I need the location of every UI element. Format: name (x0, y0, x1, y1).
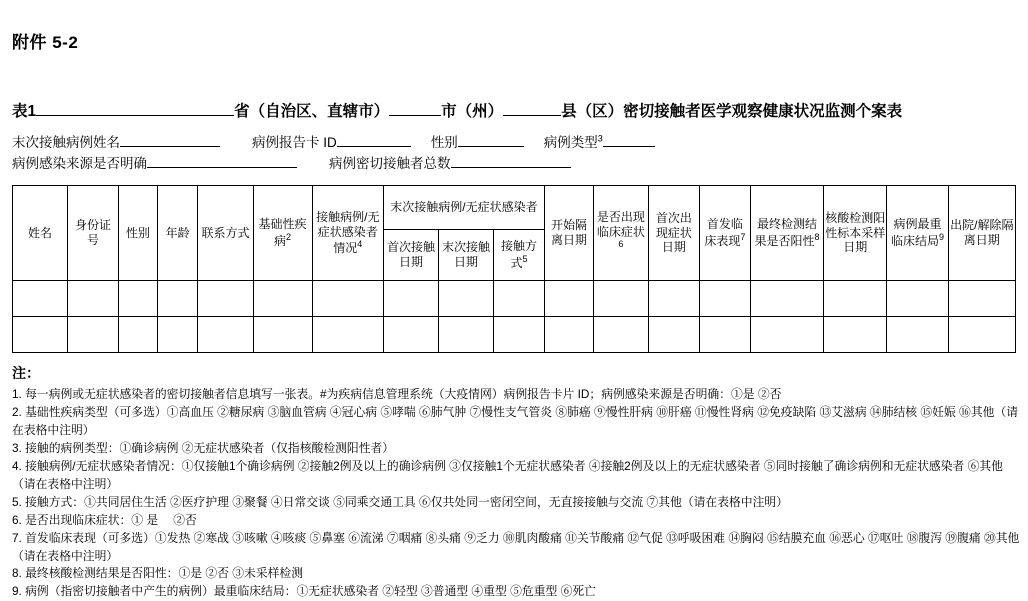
cell-contact-info[interactable] (198, 281, 253, 317)
note-item: 7. 首发临床表现（可多选）①发热 ②寒战 ③咳嗽 ④咳痰 ⑤鼻塞 ⑥流涕 ⑦咽痛 ⑧头痛 ⑨乏力 ⑩肌肉酸痛 ⑪关节酸痛 ⑫气促 ⑬呼吸困难 ⑭胸闷 ⑮结膜充血 ⑯恶心 ⑰呕吐 ⑱腹泻 ⑲腹痛 ⑳其他（请在表格中注明） (12, 530, 1020, 563)
cell-isolation-start-date[interactable] (544, 317, 593, 353)
table-header-row-1 (13, 186, 1016, 230)
input-case-type[interactable] (603, 146, 655, 147)
cell-contact-situation[interactable] (312, 317, 383, 353)
th-underlying-disease (253, 186, 312, 281)
cell-first-symptom-date[interactable] (648, 317, 699, 353)
th-contact-info-label: 联系方式 (201, 225, 250, 240)
input-close-contact-total[interactable] (451, 167, 571, 168)
cell-has-symptoms[interactable] (593, 317, 648, 353)
input-sex[interactable] (458, 146, 524, 147)
th-contact-method-sup: 5 (522, 254, 528, 264)
cell-underlying-disease[interactable] (253, 317, 312, 353)
th-contact-situation-sup: 4 (357, 239, 363, 250)
th-contact-method (494, 230, 545, 281)
th-discharge-date-label: 出院/解除隔离日期 (950, 218, 1014, 247)
th-sex (118, 186, 157, 281)
note-item: 3. 接触的病例类型：①确诊病例 ②无症状感染者（仅指核酸检测阳性者） (12, 441, 395, 456)
th-contact-method-label: 接触方式 (500, 239, 537, 270)
th-isolation-start-date (544, 186, 593, 281)
note-item: 8. 最终核酸检测结果是否阳性：①是 ②否 ③未采样检测 (12, 566, 304, 581)
form-title-seg1: 省（自治区、直辖市） (234, 103, 390, 120)
monitoring-table (12, 185, 1016, 353)
input-case-report-id[interactable] (337, 146, 411, 147)
th-first-symptom-date-label: 首次出现症状日期 (655, 211, 692, 255)
notes-section (12, 363, 1020, 601)
th-sex-label: 性别 (125, 225, 150, 240)
th-has-symptoms-sup: 6 (618, 239, 624, 250)
th-pcr-positive-sample-date (824, 186, 887, 281)
cell-discharge-date[interactable] (948, 281, 1015, 317)
title-blank-city (389, 115, 441, 116)
form-title (12, 99, 1016, 121)
cell-first-clinical-manifestation[interactable] (699, 281, 750, 317)
title-blank-province (36, 115, 234, 116)
th-worst-clinical-outcome (887, 186, 948, 281)
label-case-report-id: 病例报告卡 ID (252, 135, 337, 150)
cell-final-test-positive[interactable] (750, 281, 823, 317)
cell-name[interactable] (13, 317, 68, 353)
th-last-contact-group (383, 186, 544, 230)
th-name-label: 姓名 (28, 225, 53, 240)
table-row[interactable] (13, 317, 1016, 353)
th-age-label: 年龄 (165, 225, 190, 240)
input-contact-case-name[interactable] (120, 146, 220, 147)
cell-has-symptoms[interactable] (593, 281, 648, 317)
cell-final-test-positive[interactable] (750, 317, 823, 353)
th-first-clinical-manifestation-sup: 7 (740, 232, 746, 242)
th-first-symptom-date (648, 186, 699, 281)
cell-contact-situation[interactable] (312, 281, 383, 317)
label-sex: 性别 (430, 135, 458, 150)
cell-last-contact-date[interactable] (438, 281, 493, 317)
label-close-contact-total: 病例密切接触者总数 (329, 156, 451, 171)
cell-first-contact-date[interactable] (383, 317, 438, 353)
notes-title: 注： (12, 365, 40, 381)
th-has-symptoms (593, 186, 648, 281)
cell-sex[interactable] (118, 281, 157, 317)
th-name (13, 186, 68, 281)
th-isolation-start-date-label: 开始隔离日期 (550, 218, 587, 247)
th-first-clinical-manifestation (699, 186, 750, 281)
th-contact-situation (312, 186, 383, 281)
cell-age[interactable] (157, 317, 198, 353)
label-case-type-superscript: 3 (597, 133, 603, 144)
th-final-test-positive-label: 最终检测结果是否阳性 (754, 217, 818, 248)
note-item: 9. 病例（指密切接触者中产生的病例）最重临床结局：①无症状感染者 ②轻型 ③普通型 ④重型 ⑤危重型 ⑥死亡 (12, 584, 596, 599)
note-item: 2. 基础性疾病类型（可多选）①高血压 ②糖尿病 ③脑血管病 ④冠心病 ⑤哮喘 ⑥肺气肿 ⑦慢性支气管炎 ⑧肺癌 ⑨慢性肝病 ⑩肝癌 ⑪慢性肾病 ⑫免疫缺陷 ⑬艾滋病 ⑭肺结核 ⑮妊娠 ⑯其他（请在表格中注明） (12, 405, 1019, 438)
th-last-contact-date (438, 230, 493, 281)
th-age (157, 186, 198, 281)
note-item: 1. 每一病例或无症状感染者的密切接触者信息填写一张表。#为疾病信息管理系统（大疫情网）病例报告卡片 ID；病例感染来源是否明确：①是 ②否 (12, 387, 782, 402)
note-item: 6. 是否出现临床症状：① 是 ②否 (12, 512, 197, 527)
th-contact-situation-label: 接触病例/无症状感染者情况 (316, 210, 380, 256)
th-first-contact-date (383, 230, 438, 281)
label-case-type: 病例类型 (543, 135, 598, 150)
th-final-test-positive (750, 186, 823, 281)
th-id-number-label: 身份证号 (75, 218, 112, 247)
label-infection-source-clear: 病例感染来源是否明确 (12, 156, 147, 171)
fields-line-2 (12, 152, 571, 172)
th-pcr-positive-sample-date-label: 核酸检测阳性标本采样日期 (825, 211, 886, 255)
attachment-label: 附件 5-2 (12, 33, 79, 52)
fields-line-1 (12, 131, 655, 151)
cell-pcr-positive-sample-date[interactable] (824, 317, 887, 353)
form-title-prefix: 表1 (12, 103, 37, 120)
cell-age[interactable] (157, 281, 198, 317)
input-infection-source-clear[interactable] (147, 167, 297, 168)
th-has-symptoms-label: 是否出现临床症状 (596, 210, 645, 239)
form-title-seg3: 县（区）密切接触者医学观察健康状况监测个案表 (561, 103, 903, 120)
note-item: 5. 接触方式：①共同居住生活 ②医疗护理 ③聚餐 ④日常交谈 ⑤同乘交通工具 ⑥仅共处同一密闭空间，无直接接触与交流 ⑦其他（请在表格中注明） (12, 494, 788, 509)
th-contact-info (198, 186, 253, 281)
note-item: 4. 接触病例/无症状感染者情况：①仅接触1个确诊病例 ②接触2例及以上的确诊病例 ③仅接触1个无症状感染者 ④接触2例及以上的无症状感染者 ⑤同时接触了确诊病例和无症状感染者 ⑥其他（请在表格中注明） (12, 458, 1003, 491)
th-discharge-date (948, 186, 1015, 281)
th-id-number (68, 186, 119, 281)
table-row[interactable] (13, 281, 1016, 317)
cell-id-number[interactable] (68, 281, 119, 317)
title-blank-county (503, 115, 561, 116)
cell-isolation-start-date[interactable] (544, 281, 593, 317)
th-first-clinical-manifestation-label: 首发临床表现 (704, 217, 743, 248)
cell-first-contact-date[interactable] (383, 281, 438, 317)
th-underlying-disease-label: 基础性疾病 (258, 217, 307, 248)
form-title-seg2: 市（州） (441, 103, 504, 120)
cell-first-clinical-manifestation[interactable] (699, 317, 750, 353)
cell-underlying-disease[interactable] (253, 281, 312, 317)
cell-sex[interactable] (118, 317, 157, 353)
cell-id-number[interactable] (68, 317, 119, 353)
cell-contact-info[interactable] (198, 317, 253, 353)
cell-pcr-positive-sample-date[interactable] (824, 281, 887, 317)
cell-worst-clinical-outcome[interactable] (887, 317, 948, 353)
cell-name[interactable] (13, 281, 68, 317)
th-last-contact-date-label: 末次接触日期 (441, 240, 490, 269)
cell-contact-method[interactable] (494, 317, 545, 353)
th-first-contact-date-label: 首次接触日期 (386, 240, 435, 269)
cell-first-symptom-date[interactable] (648, 281, 699, 317)
cell-contact-method[interactable] (494, 281, 545, 317)
th-worst-clinical-outcome-label: 病例最重临床结局 (890, 217, 942, 248)
th-worst-clinical-outcome-sup: 9 (938, 232, 944, 242)
cell-discharge-date[interactable] (948, 317, 1015, 353)
cell-last-contact-date[interactable] (438, 317, 493, 353)
cell-worst-clinical-outcome[interactable] (887, 281, 948, 317)
th-final-test-positive-sup: 8 (814, 232, 820, 242)
th-last-contact-group-label: 末次接触病例/无症状感染者 (390, 200, 538, 215)
label-contact-case-name: 末次接触病例姓名 (12, 135, 120, 150)
th-underlying-disease-sup: 2 (286, 232, 292, 242)
